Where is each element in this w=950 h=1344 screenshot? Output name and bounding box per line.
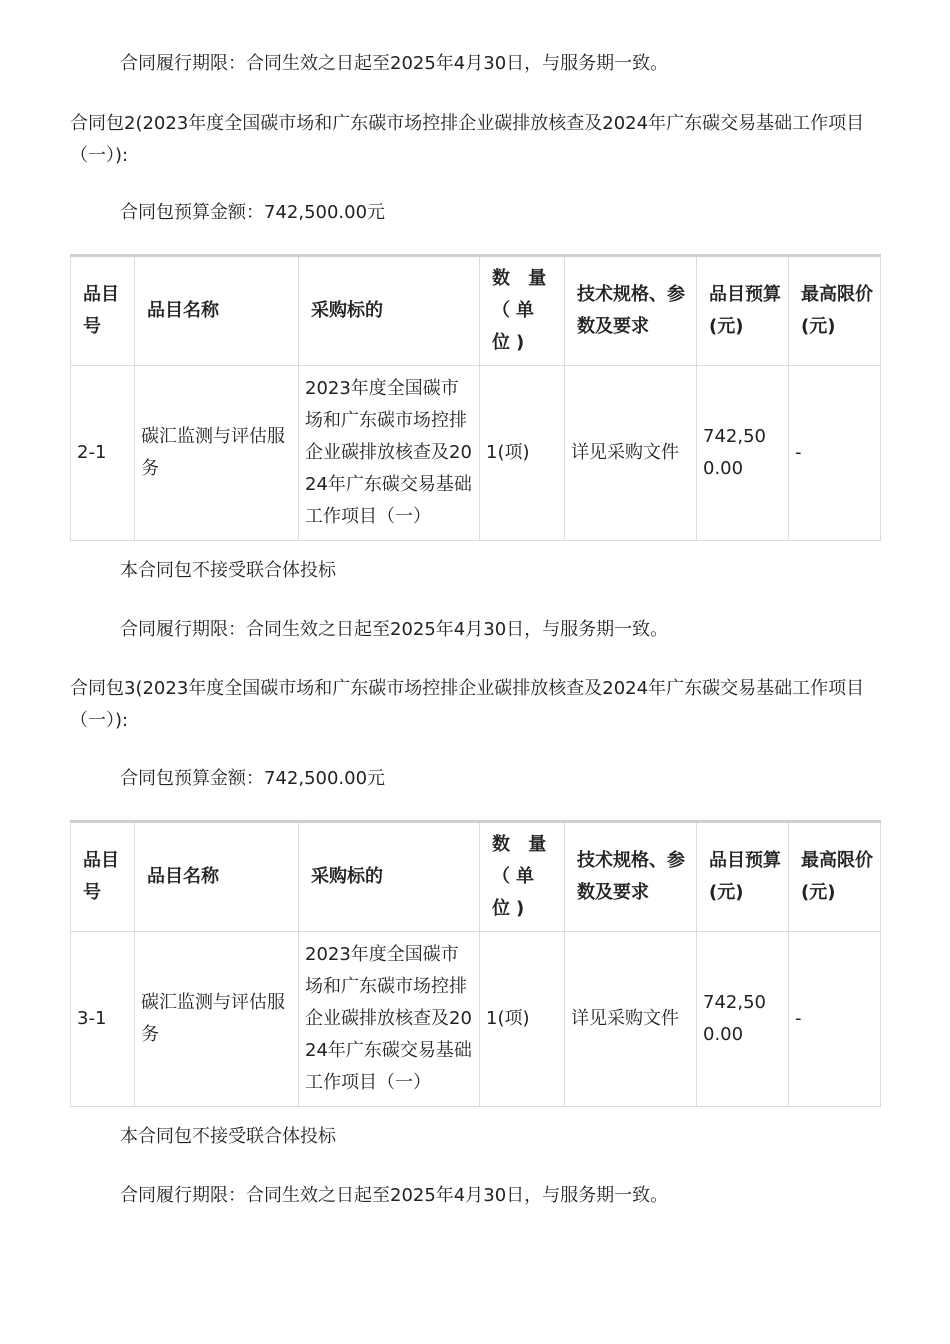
cell-quantity: 1(项) xyxy=(480,366,565,541)
header-quantity: 数 量（单位) xyxy=(480,822,565,932)
package-budget-text: 合同包预算金额：742,500.00元 xyxy=(120,768,386,789)
cell-item-name: 碳汇监测与评估服务 xyxy=(135,932,299,1107)
header-budget: 品目预算(元) xyxy=(697,256,789,366)
table-header-row xyxy=(71,822,881,932)
header-item-no: 品目号 xyxy=(71,256,135,366)
cell-spec: 详见采购文件 xyxy=(565,932,697,1107)
header-target: 采购标的 xyxy=(299,822,480,932)
header-max-price: 最高限价(元) xyxy=(789,256,881,366)
procurement-table xyxy=(70,820,881,1107)
cell-spec: 详见采购文件 xyxy=(565,366,697,541)
cell-item-no: 2-1 xyxy=(71,366,135,541)
contract-period-text: 合同履行期限：合同生效之日起至2025年4月30日，与服务期一致。 xyxy=(120,619,669,640)
header-budget: 品目预算(元) xyxy=(697,822,789,932)
header-spec: 技术规格、参数及要求 xyxy=(565,256,697,366)
procurement-table xyxy=(70,254,881,541)
header-target: 采购标的 xyxy=(299,256,480,366)
cell-max-price: - xyxy=(789,366,881,541)
table-header-row xyxy=(71,256,881,366)
consortium-text: 本合同包不接受联合体投标 xyxy=(120,560,336,581)
cell-item-no: 3-1 xyxy=(71,932,135,1107)
package-budget-text: 合同包预算金额：742,500.00元 xyxy=(120,202,386,223)
header-max-price: 最高限价(元) xyxy=(789,822,881,932)
cell-budget: 742,500.00 xyxy=(697,366,789,541)
header-spec: 技术规格、参数及要求 xyxy=(565,822,697,932)
cell-target: 2023年度全国碳市场和广东碳市场控排企业碳排放核查及2024年广东碳交易基础工作项目（一） xyxy=(299,366,480,541)
header-quantity: 数 量（单位) xyxy=(480,256,565,366)
cell-max-price: - xyxy=(789,932,881,1107)
table-row xyxy=(71,932,881,1107)
package-heading: 合同包2(2023年度全国碳市场和广东碳市场控排企业碳排放核查及2024年广东碳交易基础工作项目（一）): xyxy=(70,113,865,166)
cell-budget: 742,500.00 xyxy=(697,932,789,1107)
header-item-no: 品目号 xyxy=(71,822,135,932)
consortium-text: 本合同包不接受联合体投标 xyxy=(120,1126,336,1147)
table-row xyxy=(71,366,881,541)
contract-period-text: 合同履行期限：合同生效之日起至2025年4月30日，与服务期一致。 xyxy=(120,1185,669,1206)
contract-period-text: 合同履行期限：合同生效之日起至2025年4月30日，与服务期一致。 xyxy=(120,53,669,74)
package-heading: 合同包3(2023年度全国碳市场和广东碳市场控排企业碳排放核查及2024年广东碳交易基础工作项目（一）): xyxy=(70,678,865,731)
cell-target: 2023年度全国碳市场和广东碳市场控排企业碳排放核查及2024年广东碳交易基础工作项目（一） xyxy=(299,932,480,1107)
cell-item-name: 碳汇监测与评估服务 xyxy=(135,366,299,541)
header-item-name: 品目名称 xyxy=(135,822,299,932)
header-item-name: 品目名称 xyxy=(135,256,299,366)
cell-quantity: 1(项) xyxy=(480,932,565,1107)
